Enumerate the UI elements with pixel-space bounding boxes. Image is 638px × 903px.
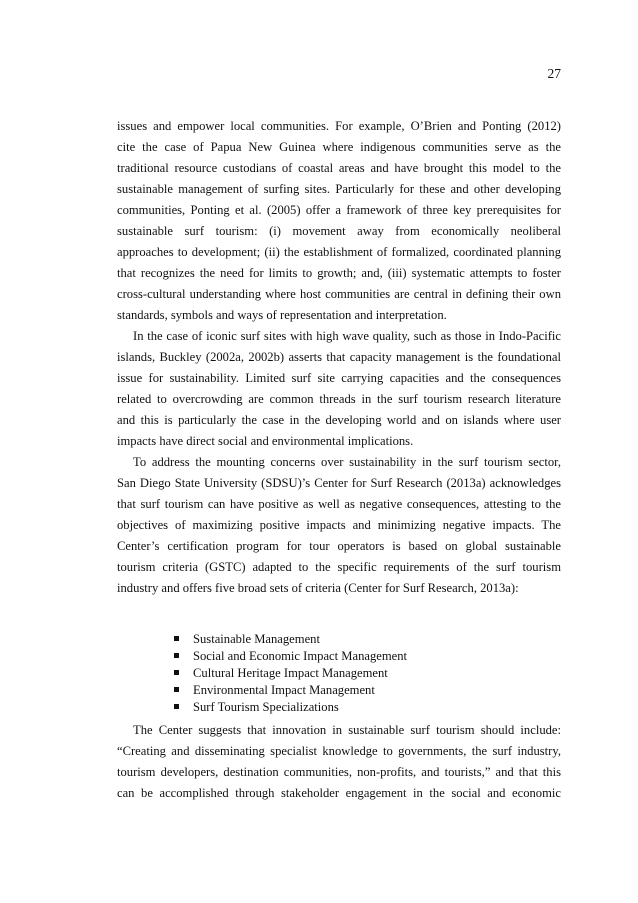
paragraph-2-line: issue for sustainability. Limited surf site carrying capacities and the consequences [117,371,561,385]
paragraph-1-line: traditional resource custodians of coastal areas and have brought this model to the [117,161,561,175]
paragraph-1-line: sustainable management of surfing sites. Particularly for these and other developing [117,182,561,196]
paragraph-4-line: The Center suggests that innovation in sustainable surf tourism should include: [133,723,561,737]
paragraph-1-line: communities, Ponting et al. (2005) offer a framework of three key prerequisites for [117,203,561,217]
paragraph-1-line: cite the case of Papua New Guinea where indigenous communities serve as the [117,140,561,154]
square-bullet-icon [174,687,179,692]
paragraph-3-line: San Diego State University (SDSU)’s Center for Surf Research (2013a) acknowledges [117,476,561,490]
paragraph-4-line: can be accomplished through stakeholder engagement in the social and economic [117,786,561,800]
paragraph-3-line: objectives of maximizing positive impacts and minimizing negative impacts. The [117,518,561,532]
paragraph-1-line: issues and empower local communities. For example, O’Brien and Ponting (2012) [117,119,561,133]
paragraph-1-line: that recognizes the need for limits to growth; and, (iii) systematic attempts to foster [117,266,561,280]
paragraph-3-line: industry and offers five broad sets of criteria (Center for Surf Research, 2013a): [117,581,519,595]
list-item-text: Sustainable Management [193,632,320,646]
paragraph-3-line: Center’s certification program for tour operators is based on global sustainable [117,539,561,553]
list-item-text: Environmental Impact Management [193,683,375,697]
paragraph-3-line: tourism criteria (GSTC) adapted to the specific requirements of the surf tourism [117,560,561,574]
paragraph-2-line: islands, Buckley (2002a, 2002b) asserts that capacity management is the foundational [117,350,561,364]
paragraph-3-line: To address the mounting concerns over sustainability in the surf tourism sector, [133,455,561,469]
paragraph-3-line: that surf tourism can have positive as well as negative consequences, attesting to the [117,497,561,511]
list-item-text: Cultural Heritage Impact Management [193,666,388,680]
paragraph-1-line: cross-cultural understanding where host communities are central in defining their own [117,287,561,301]
paragraph-2-line: and this is particularly the case in the developing world and on islands where user [117,413,561,427]
page-number: 27 [547,66,561,81]
square-bullet-icon [174,704,179,709]
square-bullet-icon [174,670,179,675]
paragraph-4-line: tourism developers, destination communities, non-profits, and tourists,” and that this [117,765,561,779]
list-item-text: Surf Tourism Specializations [193,700,339,714]
paragraph-2-line: impacts have direct social and environmental implications. [117,434,414,448]
paragraph-1-line: standards, symbols and ways of representation and interpretation. [117,308,447,322]
list-item-text: Social and Economic Impact Management [193,649,408,663]
square-bullet-icon [174,636,179,641]
paragraph-1-line: approaches to development; (ii) the establishment of formalized, coordinated planning [117,245,561,259]
paragraph-2-line: In the case of iconic surf sites with high wave quality, such as those in Indo-Pacific [133,329,561,343]
square-bullet-icon [174,653,179,658]
paragraph-4-line: “Creating and disseminating specialist knowledge to governments, the surf industry, [117,744,561,758]
paragraph-2-line: related to overcrowding are common threads in the surf tourism research literature [117,392,561,406]
paragraph-1-line: sustainable surf tourism: (i) movement away from economically neoliberal [117,224,561,238]
